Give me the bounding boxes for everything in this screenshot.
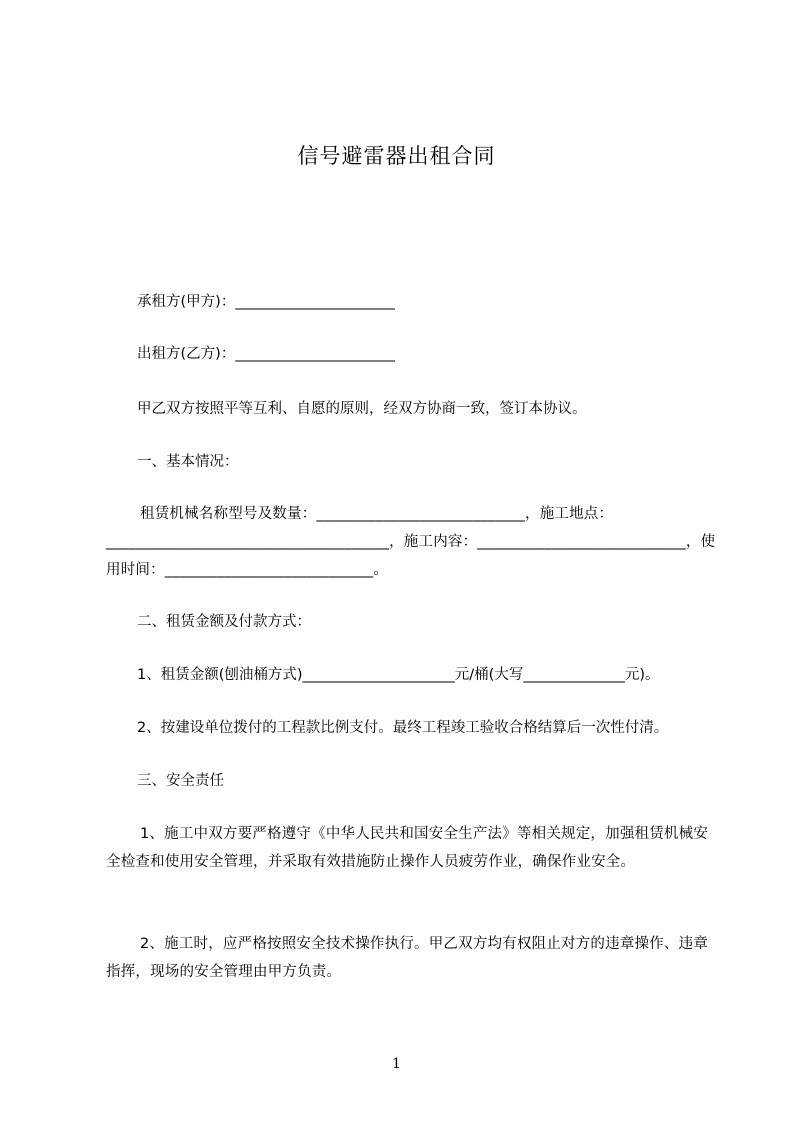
intro-paragraph: 甲乙双方按照平等互利、自愿的原则，经双方协商一致，签订本协议。 [137, 401, 587, 417]
section-3-item-2: 2、施工时，应严格按照安全技术操作执行。甲乙双方均有权阻止对方的违章操作、违章指挥，现场的安全管理由甲方负责。 [106, 936, 709, 980]
lessor-field: 出租方(乙方)：______________________ [137, 346, 395, 362]
lessee-field: 承租方(甲方)：______________________ [137, 294, 395, 310]
section-1-heading: 一、基本情况： [137, 454, 239, 470]
section-3-heading: 三、安全责任 [137, 773, 224, 789]
document-title: 信号避雷器出租合同 [297, 144, 496, 168]
section-2-heading: 二、租赁金额及付款方式： [137, 614, 311, 630]
section-2-item-2: 2、按建设单位拨付的工程款比例支付。最终工程竣工验收合格结算后一次性付清。 [137, 720, 669, 736]
section-1-body: 租赁机械名称型号及数量：____________________________，施工地点：______________________________________，施工内容：____________________________，使用时间：____________________________。 [106, 506, 716, 578]
section-3-item-1: 1、施工中双方要严格遵守《中华人民共和国安全生产法》等相关规定，加强租赁机械安全检查和使用安全管理，并采取有效措施防止操作人员疲劳作业，确保作业安全。 [106, 826, 709, 870]
page-number: 1 [392, 1056, 401, 1072]
section-2-item-1: 1、租赁金额(刨油桶方式)_____________________元/桶(大写______________元)。 [137, 667, 660, 683]
